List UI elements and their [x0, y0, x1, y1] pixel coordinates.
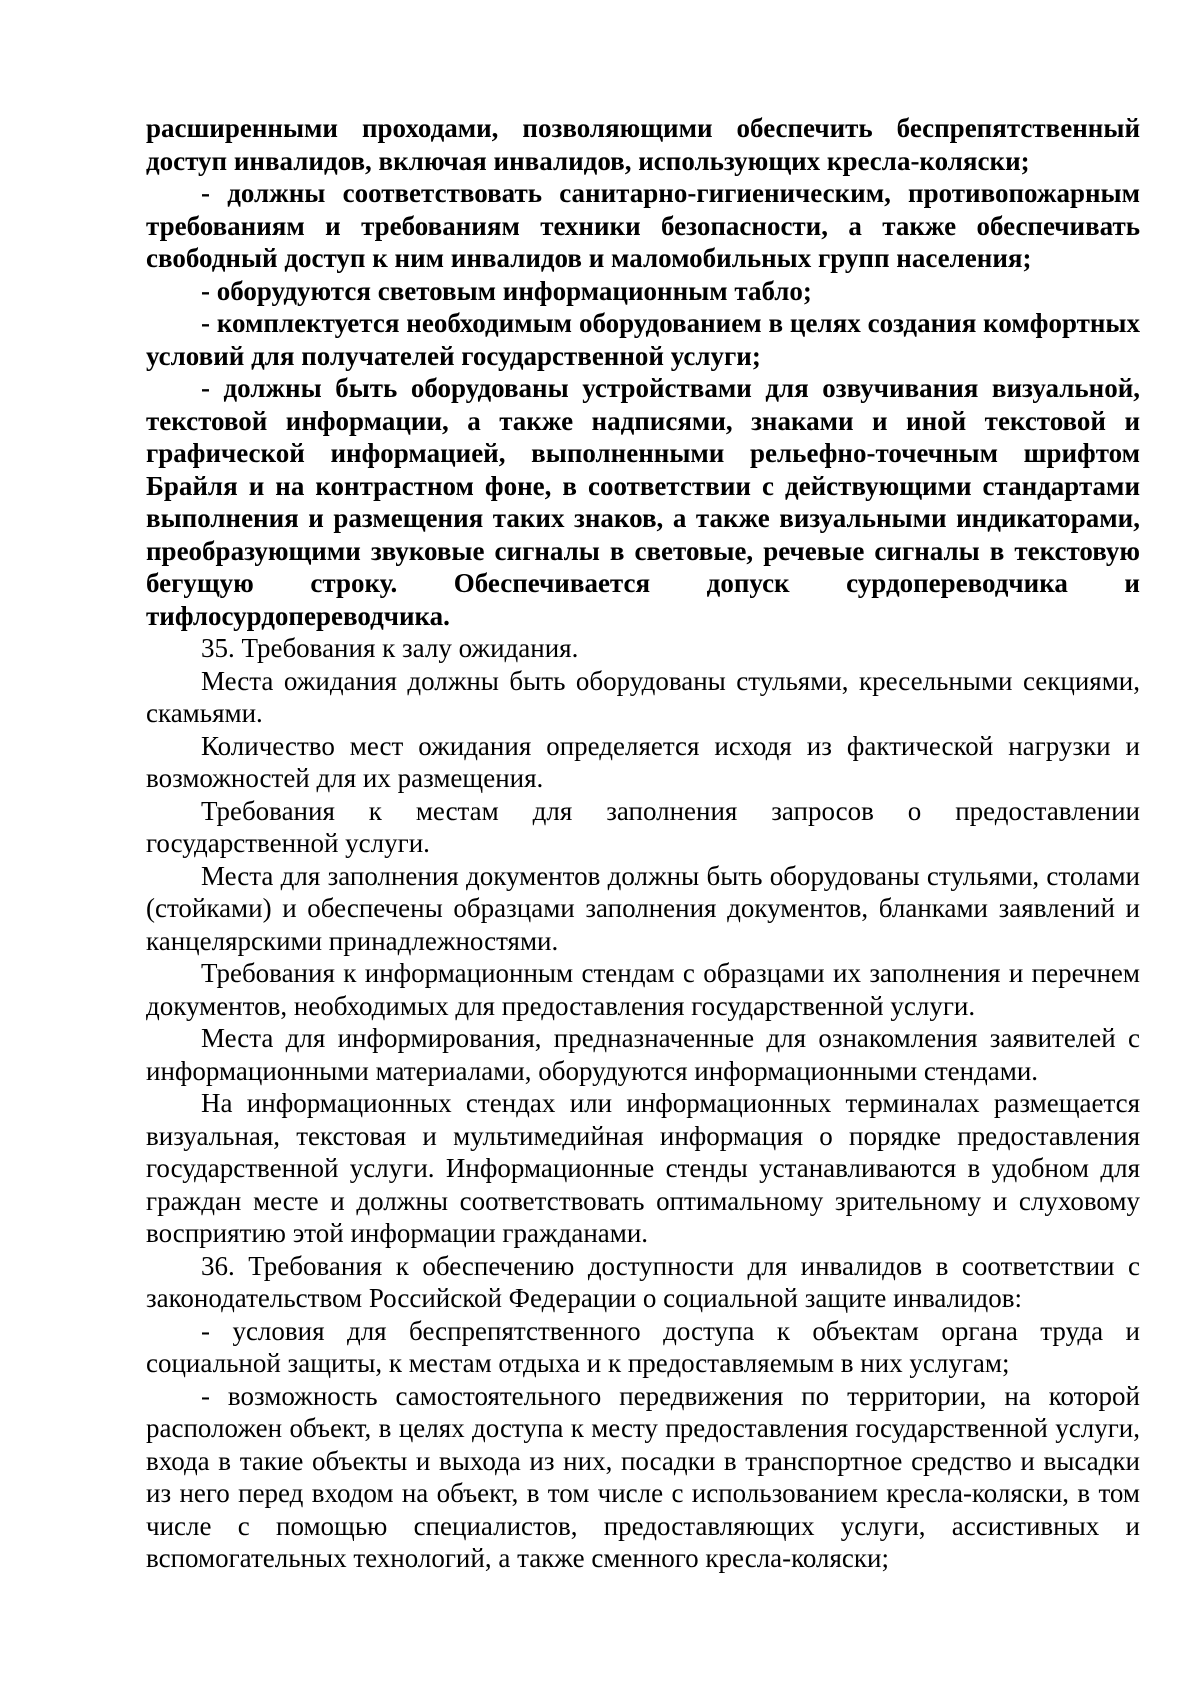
document-page [146, 112, 1140, 1575]
paragraph: Места ожидания должны быть оборудованы стульями, кресельными секциями, скамьями. [146, 665, 1140, 728]
paragraph: - оборудуются световым информационным табло; [201, 275, 812, 306]
paragraph: - условия для беспрепятственного доступа к объектам органа труда и социальной защиты, к местам отдыха и к предоставляемым в них услугам; [146, 1315, 1140, 1378]
paragraph: Количество мест ожидания определяется исходя из фактической нагрузки и возможностей для их размещения. [146, 730, 1140, 793]
paragraph: На информационных стендах или информационных терминалах размещается визуальная, текстовая и мультимедийная информация о порядке предоставления государственной услуги. Информационные стенды устанавливаются в удобном для граждан месте и должны соответствовать оптимальному зрительному и слуховому восприятию этой информации гражданами. [146, 1088, 1140, 1248]
paragraph: Требования к местам для заполнения запросов о предоставлении государственной услуги. [146, 795, 1140, 858]
section-heading: 35. Требования к залу ожидания. [201, 633, 579, 663]
paragraph: расширенными проходами, позволяющими обеспечить беспрепятственный доступ инвалидов, включая инвалидов, использующих кресла-коляски; [146, 113, 1140, 176]
paragraph: - возможность самостоятельного передвижения по территории, на которой расположен объект, в целях доступа к месту предоставления государственной услуги, входа в такие объекты и выхода из них, посадки в транспортное средство и высадки из него перед входом на объект, в том числе с использованием кресла-коляски, в том числе с помощью специалистов, предоставляющих услуги, ассистивных и вспомогательных технологий, а также сменного кресла-коляски; [146, 1380, 1140, 1573]
paragraph: - должны быть оборудованы устройствами для озвучивания визуальной, текстовой информации, а также надписями, знаками и иной текстовой и графической информацией, выполненными рельефно-точечным шрифтом Брайля и на контрастном фоне, в соответствии с действующими стандартами выполнения и размещения таких знаков, а также визуальными индикаторами, преобразующими звуковые сигналы в световые, речевые сигналы в текстовую бегущую строку. Обеспечивается допуск сурдопереводчика и тифлосурдопереводчика. [146, 373, 1140, 631]
paragraph: Места для заполнения документов должны быть оборудованы стульями, столами (стойками) и обеспечены образцами заполнения документов, бланками заявлений и канцелярскими принадлежностями. [146, 860, 1140, 956]
paragraph: - должны соответствовать санитарно-гигиеническим, противопожарным требованиям и требованиям техники безопасности, а также обеспечивать свободный доступ к ним инвалидов и маломобильных групп населения; [146, 178, 1140, 273]
paragraph: Требования к информационным стендам с образцами их заполнения и перечнем документов, необходимых для предоставления государственной услуги. [146, 958, 1140, 1021]
section-heading: 36. Требования к обеспечению доступности для инвалидов в соответствии с законодательством Российской Федерации о социальной защите инвалидов: [146, 1250, 1140, 1313]
paragraph: - комплектуется необходимым оборудованием в целях создания комфортных условий для получателей государственной услуги; [146, 308, 1140, 371]
paragraph: Места для информирования, предназначенные для ознакомления заявителей с информационными материалами, оборудуются информационными стендами. [146, 1023, 1140, 1086]
